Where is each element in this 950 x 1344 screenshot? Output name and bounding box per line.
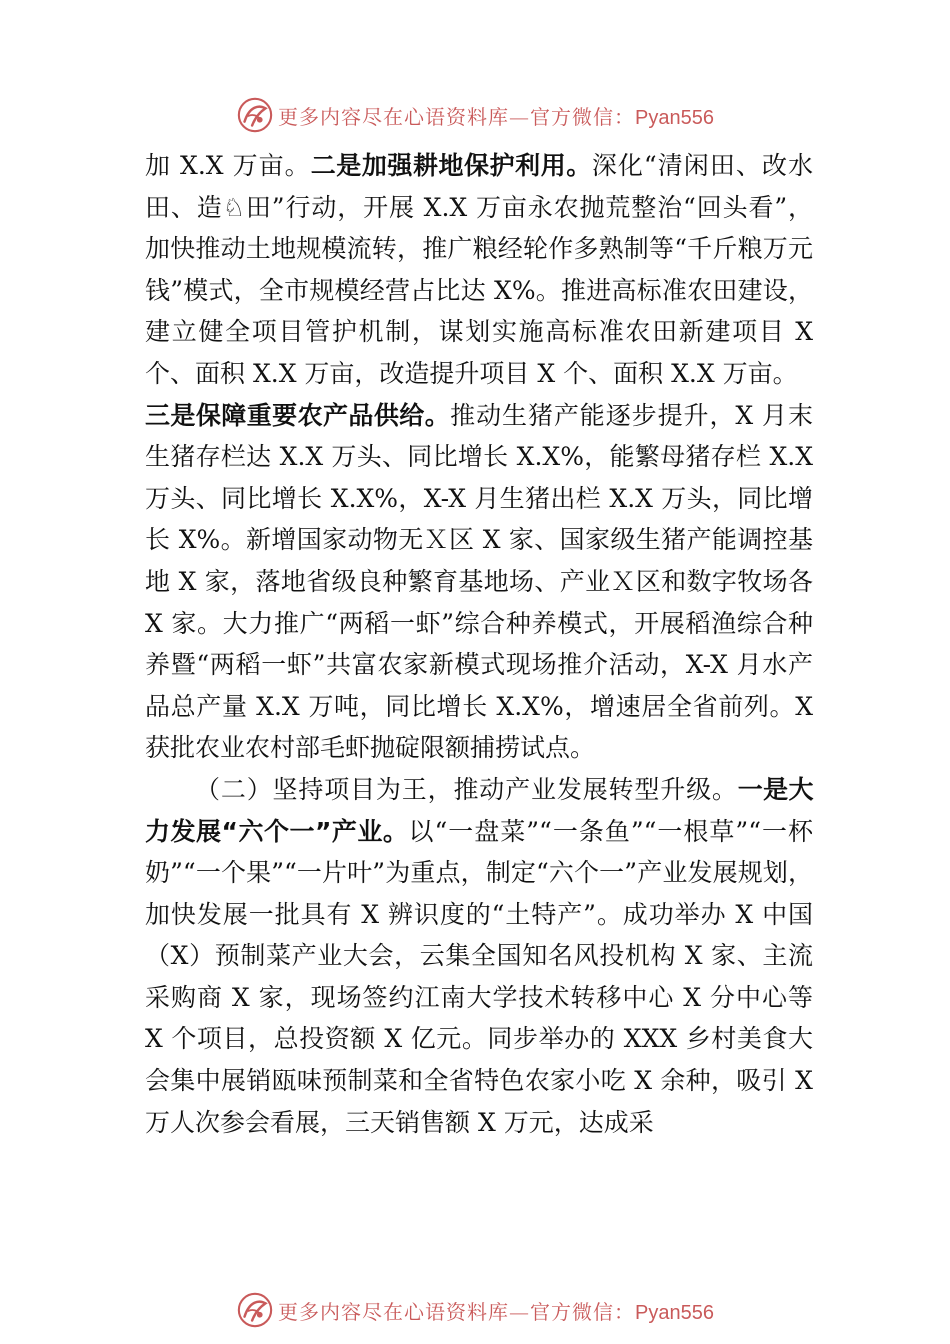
bold-heading-run: 二是加强耕地保护利用。 [310, 151, 592, 180]
text-run: （二）坚持项目为王，推动产业发展转型升级。 [195, 774, 738, 804]
footer-watermark [0, 1290, 950, 1330]
paragraph [145, 395, 813, 769]
watermark-text: 更多内容尽在心语资料库—官方微信：Pyan556 [278, 1299, 714, 1324]
document-body [145, 145, 813, 1143]
watermark-text: 更多内容尽在心语资料库—官方微信：Pyan556 [278, 104, 714, 129]
text-run: 以“一盘菜”“一条鱼”“一根草”“一杯奶”“一个果”“一片叶”为重点，制定“六个一”产业发展规划，加快发展一批具有 X 辨识度的“土特产”。成功举办 X 中国（X）预制菜产业大会，云集全国知名风投机构 X 家、主流采购商 X 家，现场签约江南大学技术转移中心 X 分中心等 X 个项目，总投资额 X 亿元。同步举办的 XXX 乡村美食大会集中展销瓯味预制菜和全省特色农家小吃 X 余种，吸引 X 万人次参会看展，三天销售额 X 万元，达成采 [145, 816, 813, 1137]
header-watermark [0, 95, 950, 135]
lotus-logo-icon [236, 1291, 274, 1329]
text-run: 加 X.X 万亩。 [145, 151, 311, 180]
bold-heading-run: 三是保障重要农产品供给。 [145, 400, 451, 430]
paragraph [145, 145, 813, 395]
bold-heading-run: 一是大力发展“六个一”产业。 [145, 774, 813, 846]
watermark-wechat-id: Pyan556 [635, 1301, 714, 1324]
lotus-logo-icon [236, 96, 274, 134]
paragraph [145, 769, 813, 1143]
text-run: 深化“清闲田、改水田、造♘田”行动，开展 X.X 万亩永农抛荒整治“回头看”，加快推动土地规模流转，推广粮经轮作多熟制等“千斤粮万元钱”模式，全市规模经营占比达 X%。推进高标准农田建设，建立健全项目管护机制，谋划实施高标准农田新建项目 X 个、面积 X.X 万亩，改造提升项目 X 个、面积 X.X 万亩。 [145, 151, 813, 388]
text-run: 推动生猪产能逐步提升，X 月末生猪存栏达 X.X 万头、同比增长 X.X%，能繁母猪存栏 X.X 万头、同比增长 X.X%，X-X 月生猪出栏 X.X 万头，同比增长 X%。新增国家动物无Ｘ区 X 家、国家级生猪产能调控基地 X 家，落地省级良种繁育基地场、产业Ｘ区和数字牧场各 X 家。大力推广“两稻一虾”综合种养模式，开展稻渔综合种养暨“两稻一虾”共富农家新模式现场推介活动，X-X 月水产品总产量 X.X 万吨，同比增长 X.X%，增速居全省前列。X 获批农业农村部毛虾抛碇限额捕捞试点。 [145, 400, 813, 763]
watermark-wechat-id: Pyan556 [635, 106, 714, 129]
